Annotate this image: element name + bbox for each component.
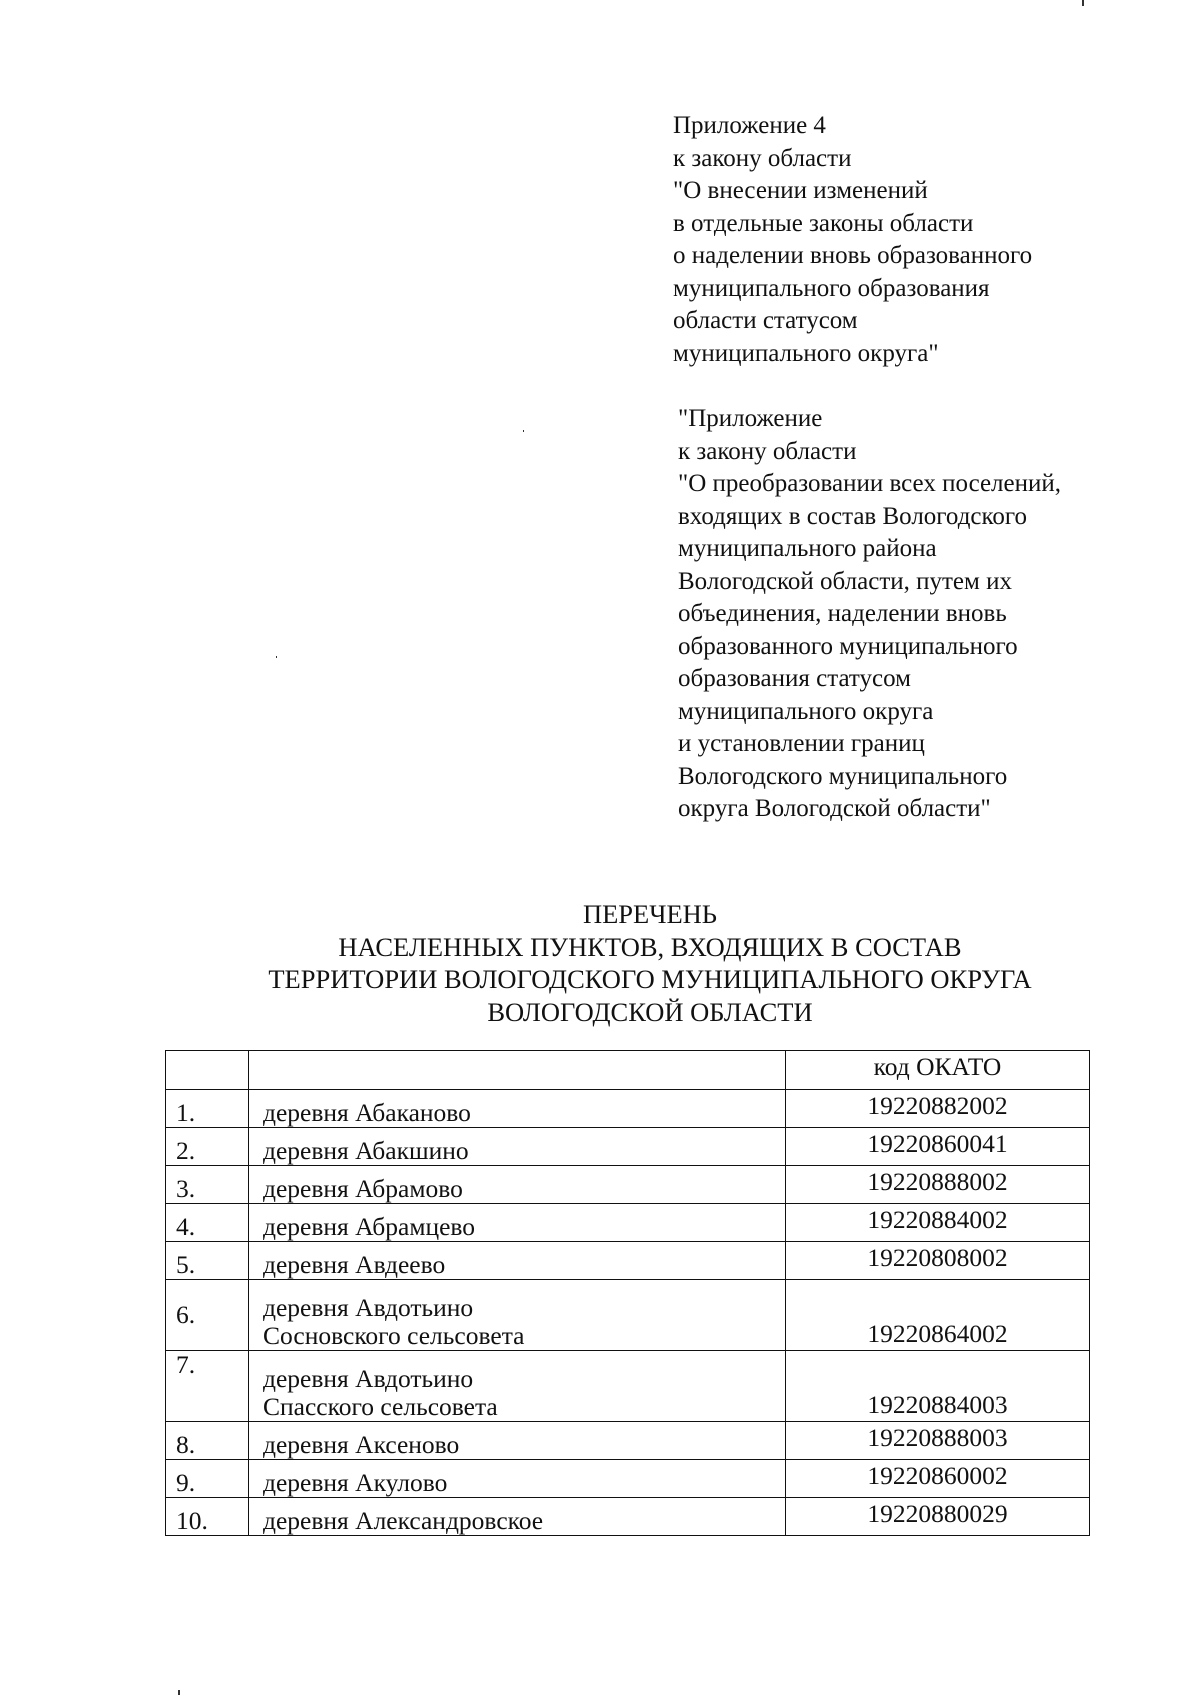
- row-name: [249, 1460, 786, 1498]
- table-row: [166, 1280, 1090, 1351]
- inner-appendix-line: "Приложение: [678, 405, 823, 432]
- table-row: [166, 1166, 1090, 1204]
- table-header-row: [166, 1051, 1090, 1090]
- row-name-line: деревня Абаканово: [263, 1098, 471, 1127]
- row-name: [249, 1242, 786, 1280]
- row-name: [249, 1351, 786, 1422]
- row-name: [249, 1498, 786, 1536]
- row-name: [249, 1090, 786, 1128]
- row-number: 8.: [166, 1422, 249, 1460]
- row-name-line: деревня Авдотьино: [263, 1364, 474, 1393]
- row-name: [249, 1280, 786, 1351]
- row-okato-code: 19220860002: [786, 1460, 1090, 1498]
- row-name-line: деревня Аксеново: [263, 1430, 460, 1459]
- inner-appendix-line: входящих в состав Вологодского: [678, 502, 1028, 530]
- row-name-line: деревня Акулово: [263, 1468, 448, 1497]
- table-row: [166, 1242, 1090, 1280]
- table-row: [166, 1460, 1090, 1498]
- row-name: [249, 1422, 786, 1460]
- inner-appendix-line: образованного муниципального: [678, 632, 1018, 660]
- row-number: 9.: [166, 1460, 249, 1498]
- table-row: [166, 1351, 1090, 1422]
- row-name-line: деревня Абрамцево: [263, 1212, 476, 1241]
- appendix-line: Приложение 4: [673, 112, 826, 139]
- inner-appendix-line: "О преобразовании всех поселений,: [678, 470, 1062, 497]
- row-name-line: Сосновского сельсовета: [263, 1321, 525, 1350]
- row-name-line: деревня Авдеево: [263, 1250, 446, 1279]
- header-num-cell: [166, 1051, 249, 1090]
- row-name-line: деревня Абакшино: [263, 1136, 469, 1165]
- table-row: [166, 1498, 1090, 1536]
- table-row: [166, 1422, 1090, 1460]
- row-number: 2.: [166, 1128, 249, 1166]
- appendix-line: к закону области: [673, 144, 852, 172]
- scan-speck: [523, 430, 524, 432]
- inner-appendix-line: образования статусом: [678, 665, 911, 692]
- row-okato-code: 19220880029: [786, 1498, 1090, 1536]
- inner-appendix-line: муниципального округа: [678, 697, 934, 725]
- inner-appendix-line: объединения, наделении вновь: [678, 600, 1007, 627]
- table-row: [166, 1090, 1090, 1128]
- row-name: [249, 1204, 786, 1242]
- appendix-line: области статусом: [673, 307, 858, 334]
- scan-speck: [1082, 0, 1084, 6]
- inner-appendix-line: муниципального района: [678, 535, 937, 562]
- table-row: [166, 1128, 1090, 1166]
- header-name-cell: [249, 1051, 786, 1090]
- appendix-line: "О внесении изменений: [673, 177, 928, 204]
- settlements-table: [165, 1050, 1090, 1536]
- row-okato-code: 19220884002: [786, 1204, 1090, 1242]
- inner-appendix-line: Вологодской области, путем их: [678, 567, 1012, 595]
- row-number: 3.: [166, 1166, 249, 1204]
- row-name: [249, 1128, 786, 1166]
- row-name-line: деревня Александровское: [263, 1506, 544, 1535]
- row-name-line: деревня Абрамово: [263, 1174, 463, 1203]
- row-number: 4.: [166, 1204, 249, 1242]
- title-line: ПЕРЕЧЕНЬ: [582, 899, 717, 929]
- inner-appendix-line: и установлении границ: [678, 730, 925, 757]
- row-okato-code: 19220864002: [786, 1280, 1090, 1351]
- appendix-line: муниципального округа": [673, 339, 939, 367]
- table-row: [166, 1204, 1090, 1242]
- row-okato-code: 19220888002: [786, 1166, 1090, 1204]
- row-okato-code: 19220888003: [786, 1422, 1090, 1460]
- title-line: ВОЛОГОДСКОЙ ОБЛАСТИ: [487, 996, 813, 1027]
- row-okato-code: 19220882002: [786, 1090, 1090, 1128]
- inner-appendix-line: округа Вологодской области": [678, 795, 991, 822]
- row-number: 5.: [166, 1242, 249, 1280]
- row-name: [249, 1166, 786, 1204]
- header-code-cell: код ОКАТО: [786, 1051, 1090, 1090]
- appendix-line: в отдельные законы области: [673, 209, 974, 237]
- appendix-line: о наделении вновь образованного: [673, 242, 1033, 269]
- title-line: ТЕРРИТОРИИ ВОЛОГОДСКОГО МУНИЦИПАЛЬНОГО ОКРУГА: [268, 964, 1032, 994]
- title-line: НАСЕЛЕННЫХ ПУНКТОВ, ВХОДЯЩИХ В СОСТАВ: [338, 931, 962, 962]
- row-name-line: Спасского сельсовета: [263, 1392, 498, 1421]
- row-number: 1.: [166, 1090, 249, 1128]
- row-okato-code: 19220808002: [786, 1242, 1090, 1280]
- row-okato-code: 19220860041: [786, 1128, 1090, 1166]
- inner-appendix-header: [678, 403, 1061, 826]
- row-number: 6.: [166, 1280, 249, 1351]
- row-number: 7.: [166, 1351, 249, 1422]
- inner-appendix-line: к закону области: [678, 437, 857, 465]
- row-okato-code: 19220884003: [786, 1351, 1090, 1422]
- scan-speck: [276, 656, 277, 658]
- row-number: 10.: [166, 1498, 249, 1536]
- row-name-line: деревня Авдотьино: [263, 1293, 474, 1322]
- document-title: [160, 898, 1140, 1028]
- scan-speck: [178, 1690, 180, 1695]
- appendix-line: муниципального образования: [673, 274, 990, 302]
- appendix-header: [673, 110, 1032, 370]
- inner-appendix-line: Вологодского муниципального: [678, 762, 1008, 790]
